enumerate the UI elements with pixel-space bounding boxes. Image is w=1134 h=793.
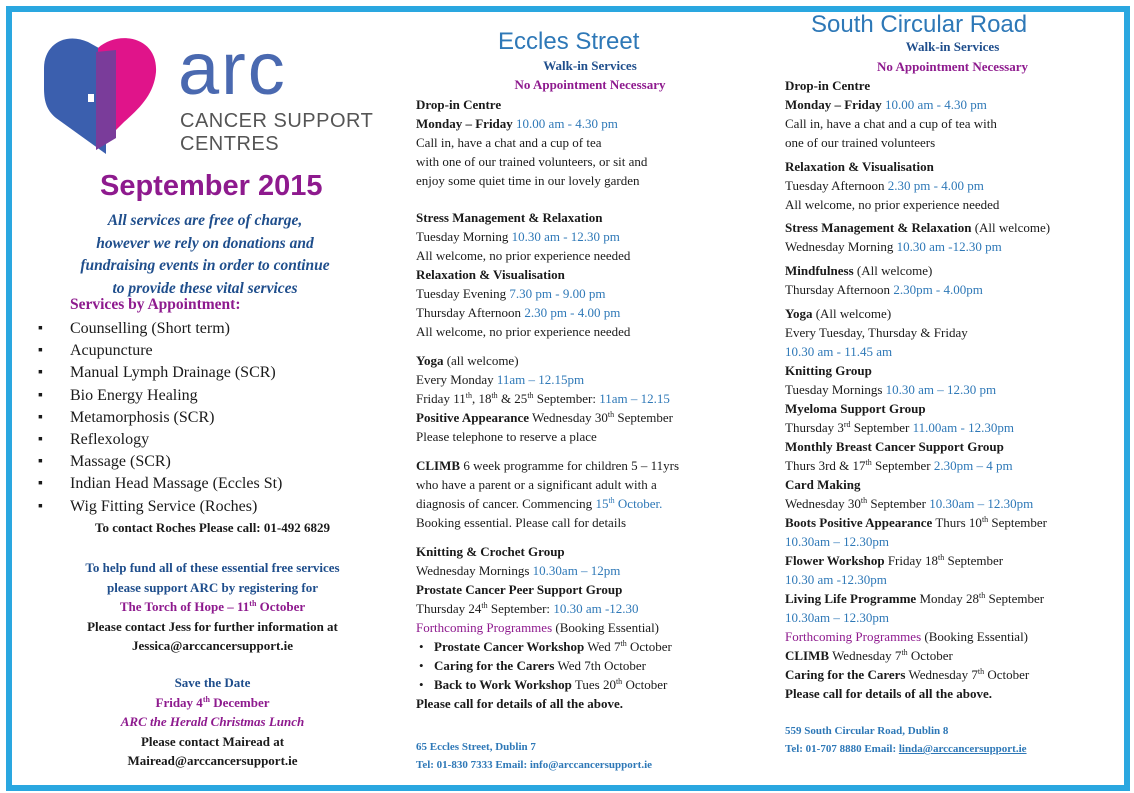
torch-of-hope: The Torch of Hope – 11th October <box>119 599 306 614</box>
scr-call-note: Please call for details of all the above. <box>785 686 993 701</box>
eccles-contact <box>416 738 652 774</box>
contact-mairead: Please contact Mairead at <box>140 733 285 749</box>
brand-subtitle <box>180 110 373 156</box>
eccles-walkin: Walk-in Services <box>543 58 637 73</box>
fund-line1: To help fund all of these essential free services <box>85 560 340 575</box>
scr-address: 559 South Circular Road, Dublin 8 <box>785 725 949 737</box>
service-item: ▪ Manual Lymph Drainage (SCR) <box>38 362 282 384</box>
eccles-knit-title: Knitting & Crochet Group <box>416 544 565 559</box>
scr-boots-title: Boots Positive Appearance <box>785 515 933 530</box>
eccles-climb-title: CLIMB <box>416 458 461 473</box>
jess-email[interactable]: Jessica@arccancersupport.ie <box>132 638 293 653</box>
eccles-tel[interactable]: Tel: 01-830 7333 Email: info@arccancersupport.ie <box>416 759 653 771</box>
service-item: ▪ Metamorphosis (SCR) <box>38 407 282 429</box>
scr-relax-title: Relaxation & Visualisation <box>785 159 934 174</box>
scr-mind-title: Mindfulness <box>785 263 854 278</box>
eccles-address: 65 Eccles Street, Dublin 7 <box>416 741 536 753</box>
fund-line2: please support ARC by registering for <box>106 579 318 595</box>
save-the-date: Save the Date <box>174 675 251 690</box>
scr-email-link[interactable]: linda@arccancersupport.ie <box>898 743 1027 755</box>
eccles-relax-title: Relaxation & Visualisation <box>416 267 565 282</box>
eccles-pa-title: Positive Appearance <box>416 410 530 425</box>
eccles-dropin-title: Drop-in Centre <box>416 97 502 112</box>
eccles-stress-title: Stress Management & Relaxation <box>416 210 603 225</box>
scr-myeloma-title: Myeloma Support Group <box>785 401 926 416</box>
scr-flower-title: Flower Workshop <box>785 553 885 568</box>
service-item: ▪ Wig Fitting Service (Roches) <box>38 496 282 518</box>
scr-card-title: Card Making <box>785 477 861 492</box>
eccles-call-note: Please call for details of all the above. <box>416 696 624 711</box>
roches-contact: To contact Roches Please call: 01-492 6829 <box>95 520 330 535</box>
scr-living-title: Living Life Programme <box>785 591 917 606</box>
free-line: fundraising events in order to continue <box>80 257 330 274</box>
scr-title: South Circular Road <box>811 11 1028 38</box>
list-item: • Prostate Cancer Workshop Wed 7th October <box>416 637 679 656</box>
mairead-email[interactable]: Mairead@arccancersupport.ie <box>127 753 298 768</box>
scr-stress-title: Stress Management & Relaxation <box>785 220 972 235</box>
service-item: ▪ Counselling (Short term) <box>38 318 282 340</box>
eccles-noappt: No Appointment Necessary <box>514 77 666 92</box>
list-item: • Caring for the Carers Wed 7th October <box>416 656 679 675</box>
eccles-programme: Drop-in Centre Monday – Friday 10.00 am - 4.30 pm Call in, have a chat and a cup of tea with one of our trained volunteers, or sit and enjoy some quiet time in our lovely garden Stress Management & Relaxation Tuesday Morning 10.30 am - 12.30 pm All welcome, no prior experience needed Relaxation & Visualisation Tuesday Evening 7.30 pm - 9.00 pm Thursday Afternoon 2.30 pm - 4.00 pm All welcome, no prior experience needed Yoga (all welcome) Every Monday 11am – 12.15pm Friday 11th, 18th & 25th September: 11am – 12.15 Positive Appearance Wednesday 30th September Please telephone to reserve a place CLIMB 6 week programme for children 5 – 11yrs who have a parent or a significant adult with a diagnosis of cancer. Commencing 15th October. Booking essential. Please call for details Knitting & Crochet Group Wednesday Mornings 10.30am – 12pm Prostate Cancer Peer Support Group Thursday 24th September: 10.30 am -12.30 Forthcoming Programmes (Booking Essential) • Prostate Cancer Workshop Wed 7th October • Caring for the Carers Wed 7th October • Back to Work Workshop Tues 20th October Please call for details of all the above. <box>416 95 679 713</box>
brand-subtitle-line2: CENTRES <box>180 133 280 155</box>
fundraising-block <box>20 558 405 656</box>
arc-heart-logo-icon <box>36 30 158 156</box>
scr-tel: Tel: 01-707 8880 Email: linda@arccancersupport.ie <box>785 743 1027 755</box>
scr-programme: Drop-in Centre Monday – Friday 10.00 am - 4.30 pm Call in, have a chat and a cup of tea with one of our trained volunteers Relaxation & Visualisation Tuesday Afternoon 2.30 pm - 4.00 pm All welcome, no prior experience needed Stress Management & Relaxation (All welcome) Wednesday Morning 10.30 am -12.30 pm Mindfulness (All welcome) Thursday Afternoon 2.30pm - 4.00pm Yoga (All welcome) Every Tuesday, Thursday & Friday 10.30 am - 11.45 am Knitting Group Tuesday Mornings 10.30 am – 12.30 pm Myeloma Support Group Thursday 3rd September 11.00am - 12.30pm Monthly Breast Cancer Support Group Thurs 3rd & 17th September 2.30pm – 4 pm Card Making Wednesday 30th September 10.30am – 12.30pm Boots Positive Appearance Thurs 10th September 10.30am – 12.30pm Flower Workshop Friday 18th September 10.30 am -12.30pm Living Life Programme Monday 28th September 10.30am – 12.30pm Forthcoming Programmes (Booking Essential) CLIMB Wednesday 7th October Caring for the Carers Wednesday 7th October Please call for details of all the above. <box>785 78 1051 701</box>
scr-climb-title: CLIMB <box>785 648 830 663</box>
scr-breast-title: Monthly Breast Cancer Support Group <box>785 439 1004 454</box>
brand-subtitle-line1: CANCER SUPPORT <box>180 110 374 132</box>
eccles-forthcoming-list <box>416 637 679 694</box>
scr-forthcoming-title: Forthcoming Programmes <box>785 629 922 644</box>
scr-yoga-title: Yoga <box>785 306 813 321</box>
free-line: All services are free of charge, <box>107 212 303 229</box>
service-item: ▪ Reflexology <box>38 429 282 451</box>
eccles-title: Eccles Street <box>498 28 640 55</box>
eccles-yoga-title: Yoga <box>416 353 444 368</box>
eccles-forthcoming-title: Forthcoming Programmes <box>416 620 553 635</box>
scr-knit-title: Knitting Group <box>785 363 872 378</box>
scr-dropin-title: Drop-in Centre <box>785 78 871 93</box>
services-list <box>38 318 282 518</box>
christmas-lunch: ARC the Herald Christmas Lunch <box>120 714 305 729</box>
service-item: ▪ Indian Head Massage (Eccles St) <box>38 473 282 495</box>
scr-contact <box>785 722 1027 758</box>
scr-noappt: No Appointment Necessary <box>877 59 1028 74</box>
service-item: ▪ Acupuncture <box>38 340 282 362</box>
brand-name: arc <box>178 27 287 110</box>
free-services-note <box>30 210 380 300</box>
service-item: ▪ Massage (SCR) <box>38 451 282 473</box>
scr-walkin: Walk-in Services <box>905 39 1000 54</box>
save-date-block <box>20 673 405 771</box>
service-item: ▪ Bio Energy Healing <box>38 385 282 407</box>
month-title: September 2015 <box>100 170 323 202</box>
free-line: however we rely on donations and <box>96 234 314 252</box>
scr-carers-title: Caring for the Carers <box>785 667 906 682</box>
eccles-prostate-title: Prostate Cancer Peer Support Group <box>416 582 623 597</box>
contact-jess: Please contact Jess for further information at <box>87 618 338 634</box>
list-item: • Back to Work Workshop Tues 20th October <box>416 675 679 694</box>
free-line: to provide these vital services <box>112 279 298 297</box>
event-date: Friday 4th December <box>155 694 270 710</box>
appointment-heading: Services by Appointment: <box>70 296 241 313</box>
